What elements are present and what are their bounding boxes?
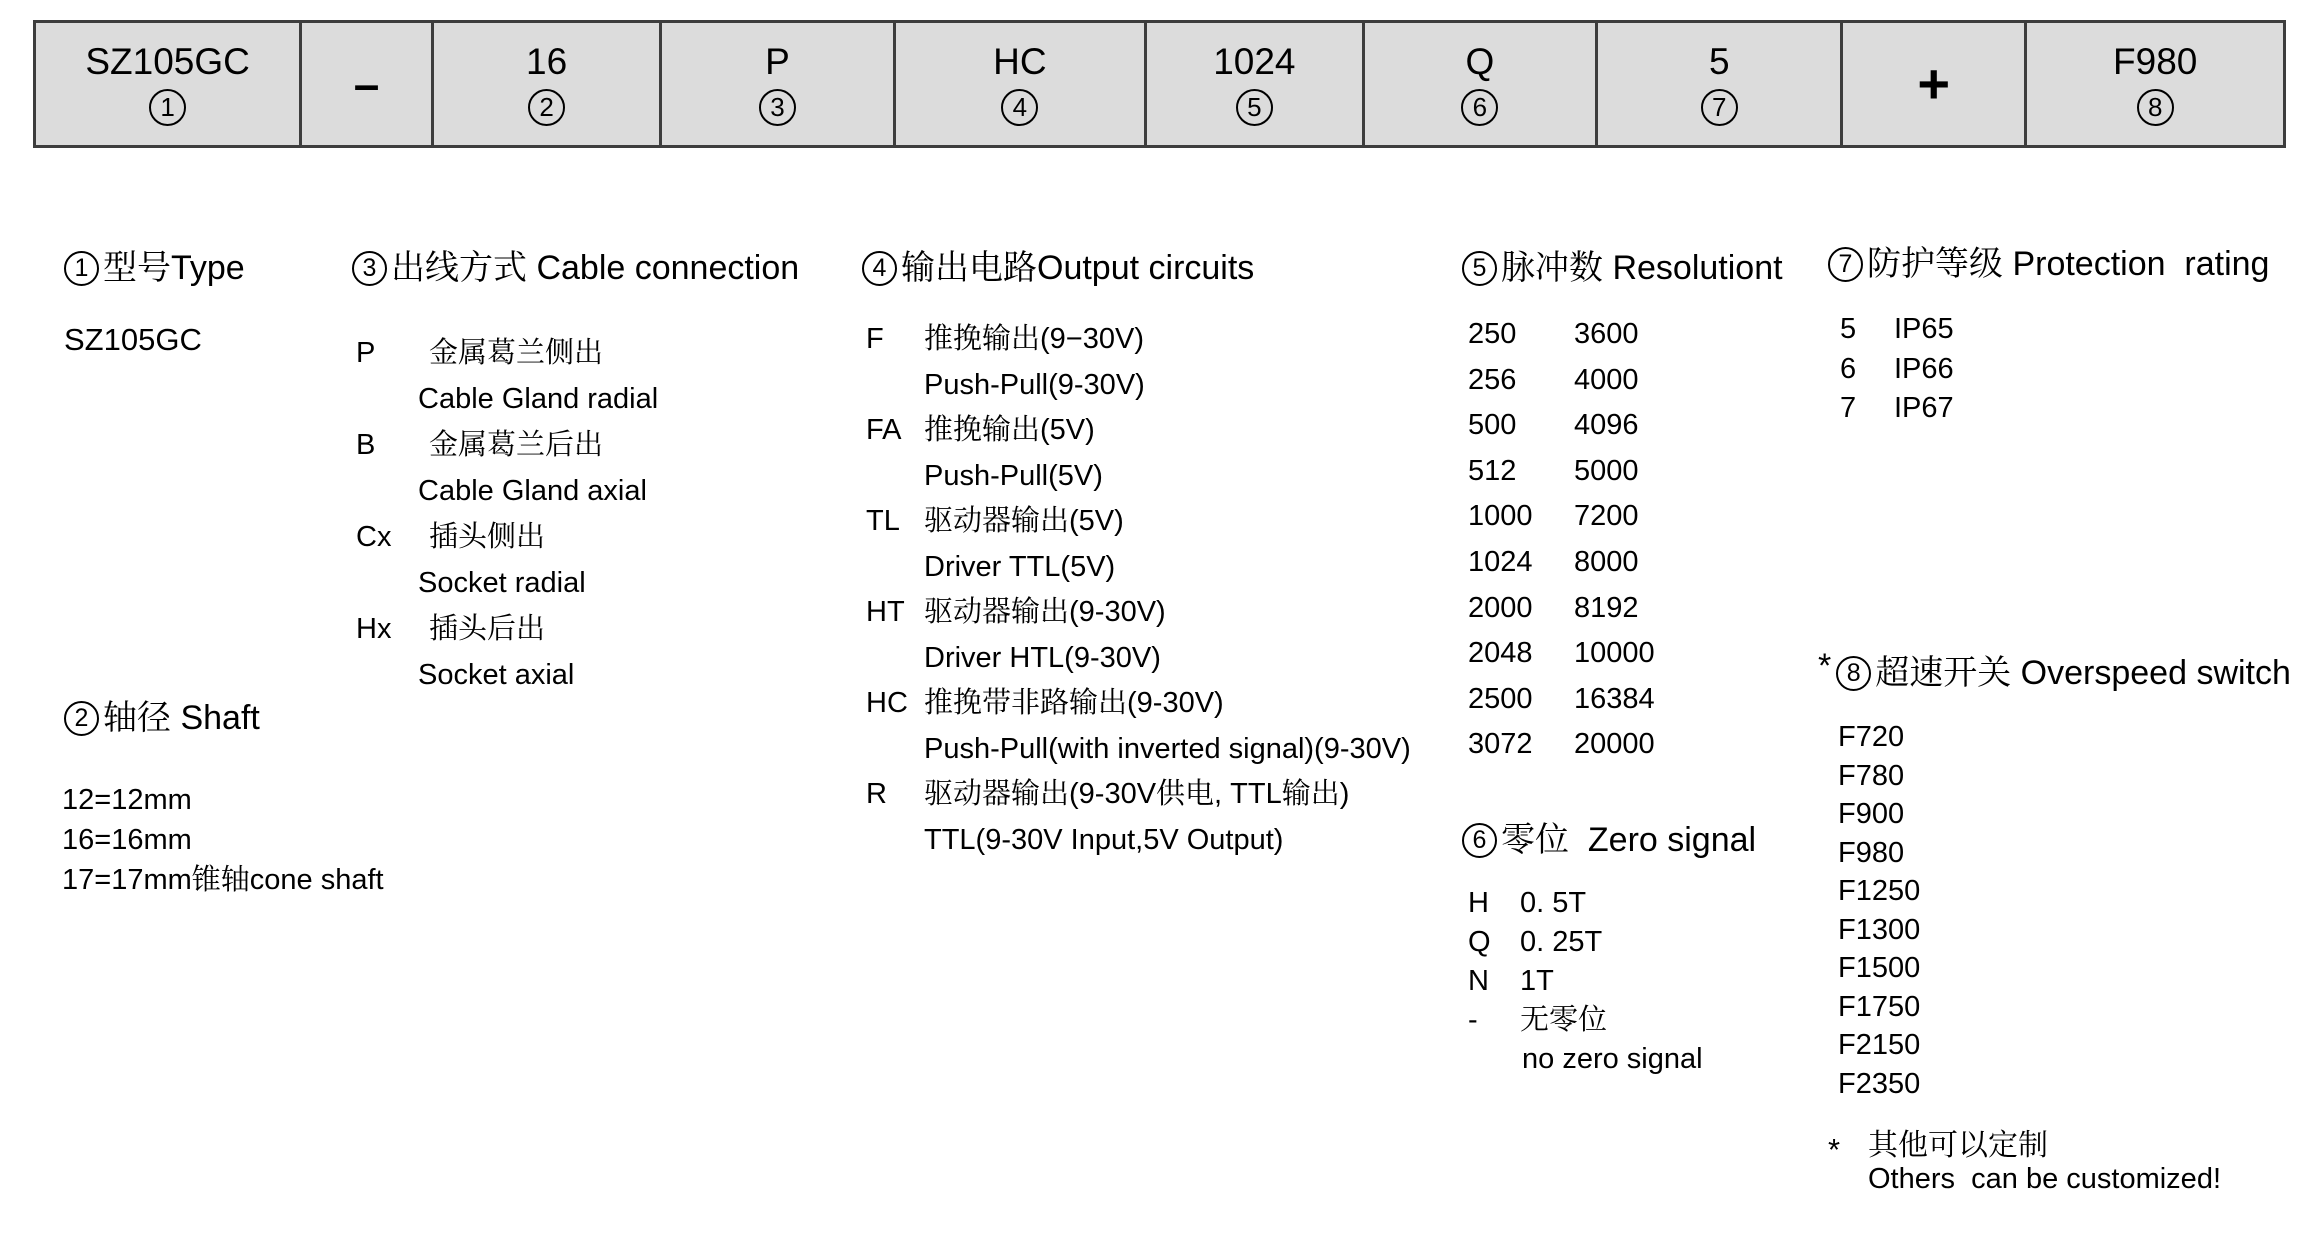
option-desc-en: TTL(9-30V Input,5V Output) bbox=[924, 823, 1284, 856]
code-cell-model bbox=[36, 23, 302, 145]
option-code: R bbox=[866, 778, 887, 810]
option-desc-en: Driver TTL(5V) bbox=[924, 550, 1116, 583]
option-row: 17=17mm锥轴cone shaft bbox=[62, 864, 384, 896]
resolution-list bbox=[1468, 312, 1655, 768]
field-number-badge bbox=[528, 89, 565, 126]
resolution-value: 250 bbox=[1468, 318, 1517, 350]
section-number: 5 bbox=[1472, 254, 1487, 283]
protection-options bbox=[1840, 310, 1954, 429]
option-row bbox=[1840, 389, 1954, 429]
code-value: HC bbox=[993, 40, 1047, 82]
shaft-options bbox=[62, 780, 384, 900]
section-number: 7 bbox=[1838, 250, 1853, 279]
option-row: F720 bbox=[1838, 721, 1905, 753]
code-cell-plus bbox=[1843, 23, 2027, 145]
code-cell-separator bbox=[302, 23, 434, 145]
zero-options bbox=[1468, 884, 1703, 1079]
section-zero-heading bbox=[1462, 822, 1756, 859]
option-desc-zh: 驱动器输出(9-30V供电, TTL输出) bbox=[924, 778, 1350, 810]
field-number-badge bbox=[149, 89, 186, 126]
code-cell-protection bbox=[1598, 23, 1843, 145]
option-code: F bbox=[866, 323, 884, 355]
option-row: F980 bbox=[1838, 836, 1905, 869]
option-desc-zh: 插头侧出 bbox=[429, 521, 546, 553]
option-value: 1T bbox=[1520, 965, 1554, 997]
code-value: 1024 bbox=[1213, 40, 1296, 82]
code-value: SZ105GC bbox=[85, 40, 250, 82]
field-number: 4 bbox=[1012, 92, 1028, 122]
option-desc-en: Socket radial bbox=[418, 567, 586, 599]
option-row bbox=[356, 514, 658, 560]
field-number: 7 bbox=[1712, 92, 1727, 122]
section-number: 2 bbox=[74, 704, 89, 733]
resolution-row bbox=[1468, 586, 1655, 632]
resolution-value: 3072 bbox=[1468, 728, 1533, 761]
section-number-badge bbox=[1462, 823, 1497, 858]
option-desc-en: Push-Pull(with inverted signal)(9-30V) bbox=[924, 732, 1411, 765]
code-cell-cable bbox=[662, 23, 895, 145]
section-number-badge bbox=[862, 251, 897, 286]
option-code: FA bbox=[866, 414, 902, 446]
option-desc-zh: 驱动器输出(9-30V) bbox=[924, 596, 1166, 628]
code-value: Q bbox=[1465, 40, 1495, 82]
section-number: 6 bbox=[1472, 826, 1487, 855]
section-overspeed-heading bbox=[1818, 647, 2291, 692]
customization-note-zh bbox=[1828, 1120, 2048, 1167]
option-desc-en: Push-Pull(5V) bbox=[924, 459, 1103, 492]
section-title: 出线方式 Cable connection bbox=[391, 249, 800, 287]
option-row: F780 bbox=[1838, 759, 1905, 792]
option-code: 5 bbox=[1840, 313, 1857, 345]
option-row bbox=[866, 772, 1411, 818]
option-desc-zh: 驱动器输出(5V) bbox=[924, 505, 1124, 537]
order-code-table bbox=[33, 20, 2286, 148]
field-number: 1 bbox=[160, 92, 175, 122]
section-number: 1 bbox=[74, 254, 89, 283]
option-value: IP66 bbox=[1894, 352, 1954, 385]
section-number-badge bbox=[352, 251, 387, 286]
resolution-value: 2500 bbox=[1468, 682, 1533, 715]
model-value: SZ105GC bbox=[64, 322, 202, 357]
resolution-row bbox=[1468, 449, 1655, 495]
option-row bbox=[1468, 1001, 1703, 1040]
code-cell-overspeed bbox=[2027, 23, 2283, 145]
resolution-row bbox=[1468, 358, 1655, 404]
option-desc-zh: 金属葛兰后出 bbox=[429, 429, 604, 461]
option-row bbox=[1468, 962, 1703, 1001]
option-desc-en: no zero signal bbox=[1522, 1043, 1703, 1075]
cable-options bbox=[356, 330, 658, 698]
option-desc-en: Cable Gland radial bbox=[418, 383, 659, 415]
option-desc-en: Cable Gland axial bbox=[418, 475, 647, 507]
option-row: F2150 bbox=[1838, 1029, 1921, 1061]
section-title: 型号Type bbox=[103, 249, 245, 287]
option-row: 16=16mm bbox=[62, 824, 192, 856]
code-value: 5 bbox=[1708, 40, 1730, 82]
section-number-badge bbox=[64, 701, 99, 736]
option-row bbox=[866, 681, 1411, 727]
option-desc-zh: 插头后出 bbox=[429, 613, 546, 645]
field-number-badge bbox=[759, 89, 796, 126]
field-number: 3 bbox=[770, 92, 785, 122]
overspeed-options bbox=[1838, 718, 1920, 1103]
section-type-heading bbox=[64, 250, 245, 287]
asterisk-marker: * bbox=[1828, 1132, 1841, 1167]
option-row bbox=[356, 606, 658, 652]
minus-separator: – bbox=[353, 58, 380, 110]
output-options bbox=[866, 317, 1411, 863]
option-row bbox=[356, 330, 658, 376]
resolution-value: 16384 bbox=[1574, 682, 1655, 715]
option-code: N bbox=[1468, 965, 1489, 997]
code-cell-zero bbox=[1365, 23, 1598, 145]
resolution-value: 1000 bbox=[1468, 500, 1533, 533]
option-code: TL bbox=[866, 505, 900, 537]
code-value: F980 bbox=[2113, 40, 2198, 82]
resolution-value: 500 bbox=[1468, 409, 1517, 442]
resolution-row bbox=[1468, 540, 1655, 586]
option-row: F900 bbox=[1838, 798, 1905, 830]
section-title: 超速开关 Overspeed switch bbox=[1875, 654, 2291, 692]
option-value: IP67 bbox=[1894, 392, 1954, 424]
section-number-badge bbox=[1836, 656, 1871, 691]
section-title: 脉冲数 Resolutiont bbox=[1501, 249, 1783, 287]
section-number: 3 bbox=[362, 254, 377, 283]
option-row: F1250 bbox=[1838, 875, 1921, 907]
plus-separator: + bbox=[1917, 52, 1951, 115]
field-number: 8 bbox=[2147, 92, 2163, 122]
section-number-badge bbox=[64, 251, 99, 286]
resolution-row bbox=[1468, 494, 1655, 540]
option-row: 12=12mm bbox=[62, 784, 192, 816]
asterisk-marker: * bbox=[1818, 647, 1832, 685]
resolution-value: 20000 bbox=[1574, 728, 1655, 761]
section-title: 零位 Zero signal bbox=[1501, 821, 1757, 859]
resolution-value: 256 bbox=[1468, 363, 1517, 396]
option-code: H bbox=[1468, 887, 1489, 919]
section-protection-heading bbox=[1828, 246, 2269, 283]
section-number: 4 bbox=[872, 254, 887, 283]
option-row bbox=[1468, 923, 1703, 962]
resolution-value: 4096 bbox=[1574, 409, 1639, 442]
section-title: 输出电路Output circuits bbox=[901, 249, 1255, 287]
code-cell-output bbox=[896, 23, 1147, 145]
option-value: IP65 bbox=[1894, 313, 1954, 345]
option-value: 0. 5T bbox=[1520, 887, 1587, 919]
option-row bbox=[1840, 310, 1954, 350]
section-title: 防护等级 Protection rating bbox=[1867, 245, 2270, 283]
option-code: - bbox=[1468, 1004, 1478, 1036]
field-number: 6 bbox=[1472, 92, 1488, 122]
section-title: 轴径 Shaft bbox=[103, 699, 260, 737]
resolution-value: 4000 bbox=[1574, 363, 1639, 396]
code-cell-resolution bbox=[1147, 23, 1365, 145]
option-row bbox=[866, 499, 1411, 545]
option-row: F1300 bbox=[1838, 913, 1921, 946]
option-desc-en: Push-Pull(9-30V) bbox=[924, 368, 1145, 401]
option-code: 7 bbox=[1840, 392, 1857, 424]
option-code: Hx bbox=[356, 613, 392, 645]
code-value: 16 bbox=[526, 40, 568, 82]
section-number-badge bbox=[1828, 247, 1863, 282]
option-desc-zh: 金属葛兰侧出 bbox=[429, 337, 604, 369]
resolution-value: 7200 bbox=[1574, 500, 1639, 533]
option-desc-zh: 推挽输出(9−30V) bbox=[924, 323, 1144, 355]
option-row bbox=[866, 317, 1411, 363]
code-value: P bbox=[765, 40, 790, 82]
option-value: 无零位 bbox=[1520, 1004, 1608, 1036]
resolution-value: 8000 bbox=[1574, 545, 1639, 578]
field-number: 2 bbox=[539, 92, 554, 122]
option-desc-zh: 推挽带非路输出(9-30V) bbox=[924, 687, 1224, 719]
resolution-value: 1024 bbox=[1468, 545, 1533, 578]
code-cell-shaft bbox=[434, 23, 662, 145]
option-row bbox=[866, 408, 1411, 454]
option-code: Cx bbox=[356, 521, 392, 553]
option-code: B bbox=[356, 429, 376, 461]
field-number-badge bbox=[2137, 89, 2174, 126]
option-row bbox=[1840, 350, 1954, 390]
option-row: F1750 bbox=[1838, 990, 1921, 1023]
option-desc-zh: 推挽输出(5V) bbox=[924, 414, 1095, 446]
field-number-badge bbox=[1236, 89, 1273, 126]
field-number-badge bbox=[1461, 89, 1498, 126]
option-code: HC bbox=[866, 687, 908, 719]
option-row bbox=[866, 590, 1411, 636]
resolution-value: 2000 bbox=[1468, 591, 1533, 624]
resolution-value: 5000 bbox=[1574, 454, 1639, 487]
section-shaft-heading bbox=[64, 700, 260, 737]
section-number: 8 bbox=[1846, 659, 1861, 688]
option-row bbox=[1468, 884, 1703, 923]
resolution-value: 512 bbox=[1468, 454, 1517, 487]
option-code: P bbox=[356, 337, 376, 369]
section-cable-heading bbox=[352, 250, 799, 287]
option-code: 6 bbox=[1840, 352, 1857, 385]
option-value: 0. 25T bbox=[1520, 926, 1603, 958]
resolution-row bbox=[1468, 677, 1655, 723]
field-number: 5 bbox=[1247, 92, 1262, 122]
resolution-row bbox=[1468, 403, 1655, 449]
option-row: F2350 bbox=[1838, 1067, 1921, 1100]
option-code: HT bbox=[866, 596, 905, 628]
resolution-value: 2048 bbox=[1468, 637, 1533, 670]
resolution-value: 8192 bbox=[1574, 591, 1639, 624]
note-text-zh: 其他可以定制 bbox=[1868, 1129, 2048, 1162]
option-code: Q bbox=[1468, 926, 1491, 958]
resolution-row bbox=[1468, 722, 1655, 768]
option-desc-en: Socket axial bbox=[418, 659, 575, 691]
field-number-badge bbox=[1701, 89, 1738, 126]
resolution-row bbox=[1468, 312, 1655, 358]
resolution-row bbox=[1468, 631, 1655, 677]
resolution-value: 10000 bbox=[1574, 637, 1655, 670]
option-row: F1500 bbox=[1838, 952, 1921, 984]
resolution-value: 3600 bbox=[1574, 318, 1639, 350]
option-row bbox=[356, 422, 658, 468]
field-number-badge bbox=[1001, 89, 1038, 126]
customization-note-en: Others can be customized! bbox=[1868, 1163, 2221, 1195]
section-number-badge bbox=[1462, 251, 1497, 286]
option-desc-en: Driver HTL(9-30V) bbox=[924, 641, 1161, 674]
section-resolution-heading bbox=[1462, 250, 1783, 287]
section-output-heading bbox=[862, 250, 1254, 287]
